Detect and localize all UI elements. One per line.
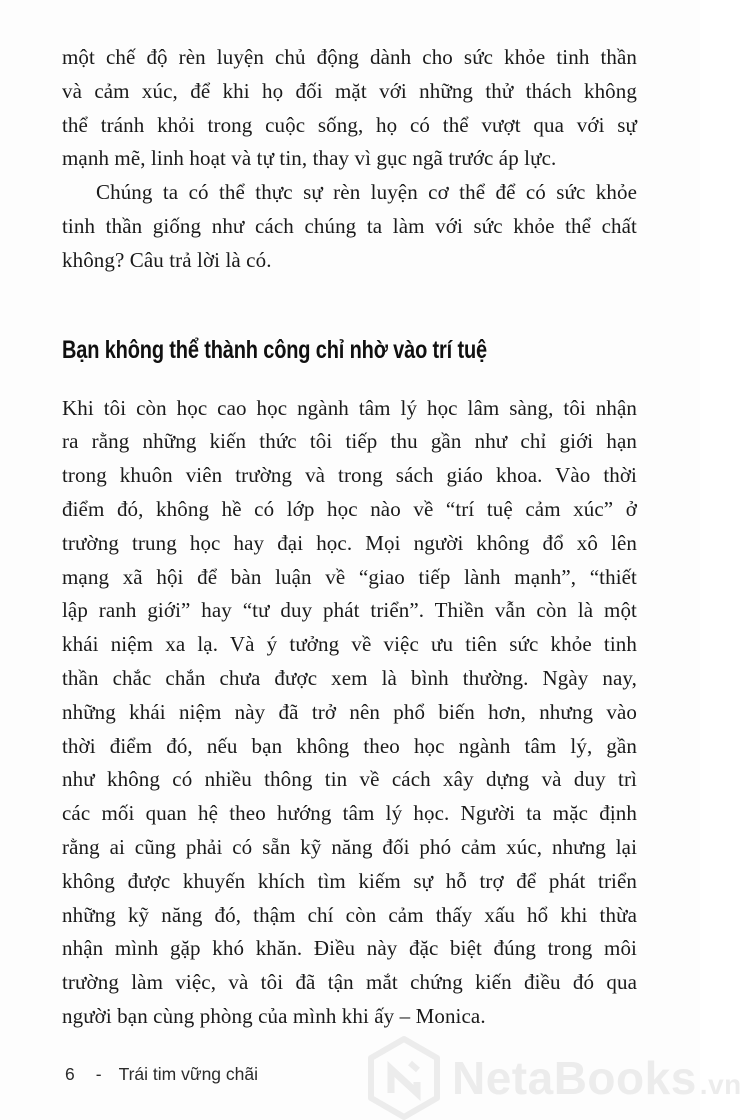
text-line: tinh thần giống như cách chúng ta làm với sức khỏe thể chất xyxy=(62,213,637,238)
watermark-brand: NetaBooks xyxy=(452,1052,697,1104)
text-line: rằng ai cũng phải có sẵn kỹ năng đối phó cảm xúc, nhưng lại xyxy=(62,834,637,859)
text-line: lập ranh giới” hay “tư duy phát triển”. Thiền vẫn còn là một xyxy=(62,598,637,623)
paragraph-continuation xyxy=(62,41,637,176)
text-line: khái niệm xa lạ. Và ý tưởng về việc ưu tiên sức khỏe tinh xyxy=(62,632,637,657)
text-line: không? Câu trả lời là có. xyxy=(62,247,272,272)
section-heading-text: Bạn không thể thành công chỉ nhờ vào trí tuệ xyxy=(62,335,487,364)
text-line: người bạn cùng phòng của mình khi ấy – Monica. xyxy=(62,1003,486,1028)
watermark-text xyxy=(452,1051,742,1105)
paragraph-question xyxy=(62,176,637,277)
text-line: ra rằng những kiến thức tôi tiếp thu gần như chỉ giới hạn xyxy=(62,429,637,454)
section-heading xyxy=(62,332,637,368)
text-line: những khái niệm này đã trở nên phổ biến hơn, nhưng vào xyxy=(62,699,637,724)
netabooks-watermark xyxy=(366,1036,742,1120)
watermark-domain: .vn xyxy=(699,1069,742,1100)
text-line: trong khuôn viên trường và trong sách giáo khoa. Vào thời xyxy=(62,463,637,488)
paragraph-section-body xyxy=(62,392,637,1034)
netabooks-hexagon-n-logo xyxy=(366,1036,442,1120)
text-line: một chế độ rèn luyện chủ động dành cho sức khỏe tinh thần xyxy=(62,45,637,69)
footer-separator: - xyxy=(95,1064,102,1084)
text-line: những kỹ năng đó, thậm chí còn cảm thấy xấu hổ khi thừa xyxy=(62,902,637,927)
page-number: 6 xyxy=(65,1064,75,1084)
text-line: và cảm xúc, để khi họ đối mặt với những thử thách không xyxy=(62,78,637,103)
text-line: trường trung học hay đại học. Mọi người không đổ xô lên xyxy=(62,530,637,555)
text-line: thể tránh khỏi trong cuộc sống, họ có thể vượt qua với sự xyxy=(62,112,637,137)
page-content xyxy=(62,41,637,1034)
text-line: thần chắc chắn chưa được xem là bình thường. Ngày nay, xyxy=(62,665,637,690)
text-line: các mối quan hệ theo hướng tâm lý học. Người ta mặc định xyxy=(62,801,637,826)
text-line: mạnh mẽ, linh hoạt và tự tin, thay vì gục ngã trước áp lực. xyxy=(62,146,557,171)
text-line: như không có nhiều thông tin về cách xây dựng và duy trì xyxy=(62,767,637,792)
book-title: Trái tim vững chãi xyxy=(118,1064,258,1084)
text-line: không được khuyến khích tìm kiếm sự hỗ trợ để phát triển xyxy=(62,868,637,893)
text-line: Khi tôi còn học cao học ngành tâm lý học lâm sàng, tôi nhận xyxy=(62,395,637,420)
text-line: thời điểm đó, nếu bạn không theo học ngành tâm lý, gần xyxy=(62,733,637,758)
text-line: nhận mình gặp khó khăn. Điều này đặc biệt đúng trong môi xyxy=(62,936,637,961)
text-line: Chúng ta có thể thực sự rèn luyện cơ thể để có sức khỏe xyxy=(96,180,637,205)
text-line: trường làm việc, và tôi đã tận mắt chứng kiến điều đó qua xyxy=(62,970,637,995)
text-line: điểm đó, không hề có lớp học nào về “trí tuệ cảm xúc” ở xyxy=(62,496,637,521)
text-line: mạng xã hội để bàn luận về “giao tiếp lành mạnh”, “thiết xyxy=(62,564,637,589)
page-footer xyxy=(65,1062,258,1086)
